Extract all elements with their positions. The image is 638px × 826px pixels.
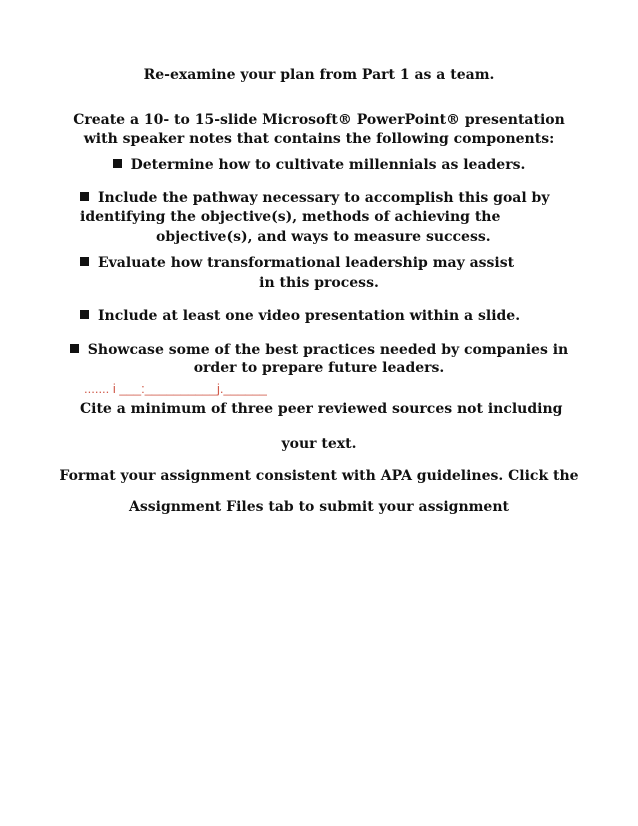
bullet-text: Determine how to cultivate millennials as leaders. [130, 157, 526, 173]
title-line: Re-examine your plan from Part 1 as a team. [143, 67, 495, 83]
bullet-text: Include the pathway necessary to accomplish this goal by [98, 190, 550, 206]
bullet-item-2 [80, 189, 549, 207]
bullet-item-3 [80, 254, 514, 272]
bullet-icon [80, 257, 89, 266]
bullet-text: Showcase some of the best practices needed by companies in [87, 342, 569, 358]
bullet-2-line-3: objective(s), and ways to measure success. [156, 229, 491, 245]
format-line-1: Format your assignment consistent with APA guidelines. Click the [59, 468, 579, 484]
format-line-2: Assignment Files tab to submit your assignment [129, 499, 509, 515]
scan-artifact-text: ....... i ___:__________j.______ [84, 381, 267, 396]
bullet-3-line-2: in this process. [259, 275, 379, 291]
bullet-text: Include at least one video presentation within a slide. [98, 308, 521, 324]
intro-line-2: with speaker notes that contains the following components: [83, 131, 555, 147]
bullet-icon [113, 159, 122, 168]
cite-line-1: Cite a minimum of three peer reviewed sources not including [80, 401, 563, 417]
bullet-2-line-2: identifying the objective(s), methods of achieving the [80, 209, 501, 225]
bullet-icon [80, 310, 89, 319]
intro-line-1: Create a 10- to 15-slide Microsoft® PowerPoint® presentation [73, 112, 565, 128]
bullet-item-5 [0, 341, 638, 359]
bullet-5-line-2: order to prepare future leaders. [193, 360, 445, 376]
bullet-icon [70, 344, 79, 353]
bullet-item-1 [0, 156, 638, 174]
cite-line-2: your text. [281, 436, 357, 452]
bullet-icon [80, 192, 89, 201]
bullet-text: Evaluate how transformational leadership may assist [98, 255, 515, 271]
bullet-item-4 [80, 307, 520, 325]
